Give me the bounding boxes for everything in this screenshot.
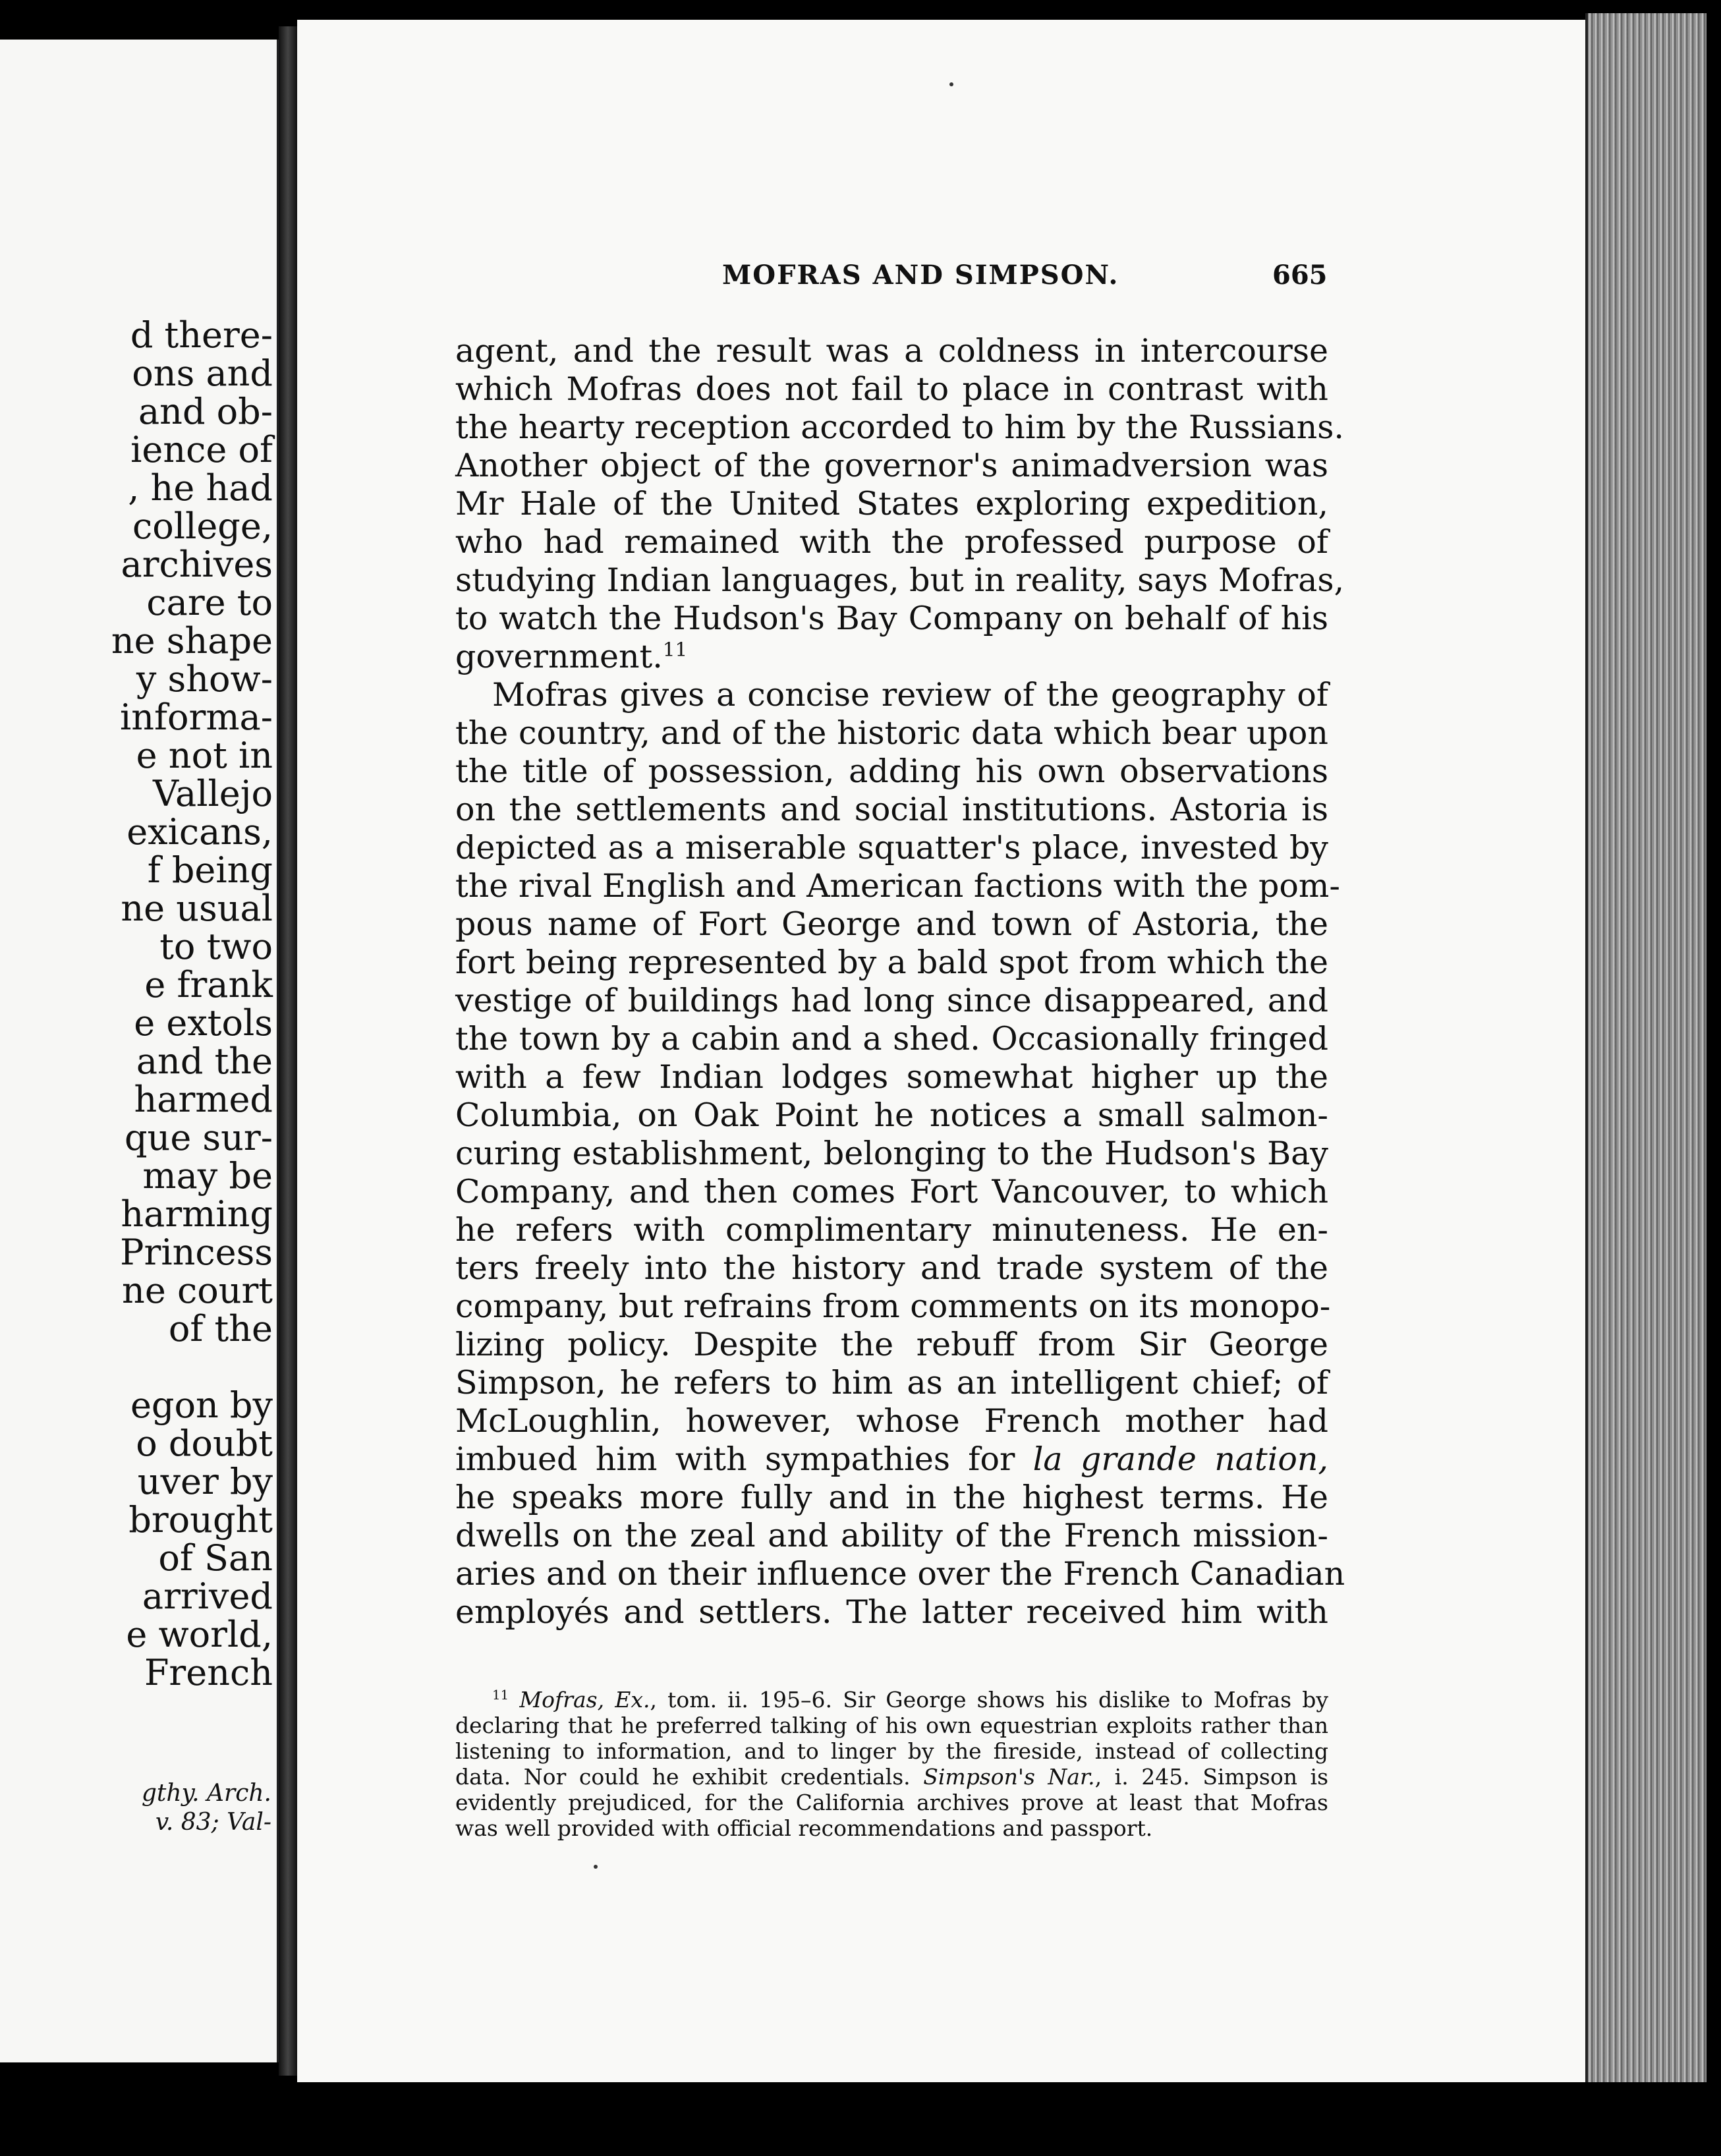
left-page-line: ne court xyxy=(122,1270,273,1311)
footnote-text: , tom. ii. 195–6. Sir George shows his dislike to Mofras by xyxy=(650,1687,1328,1713)
left-page-line xyxy=(0,1348,273,1386)
body-line: lizing policy. Despite the rebuff from Sir George xyxy=(455,1326,1328,1363)
body-line: curing establishment, belonging to the Hudson's Bay xyxy=(455,1135,1328,1172)
page-number: 665 xyxy=(1272,260,1328,291)
page-edges xyxy=(1585,13,1707,2082)
left-page-line: e not in xyxy=(136,735,273,776)
left-page-line: , he had xyxy=(128,467,273,509)
left-page-note-line: v. 83; Val- xyxy=(155,1809,271,1836)
body-line: Mr Hale of the United States exploring expedition, xyxy=(455,485,1328,523)
left-page-line: egon by xyxy=(130,1384,273,1426)
body-line: agent, and the result was a coldness in intercourse xyxy=(455,332,1328,370)
body-line: to watch the Hudson's Bay Company on behalf of his xyxy=(455,600,1328,637)
body-line: he speaks more fully and in the highest terms. He xyxy=(455,1479,1328,1516)
left-page-line: e frank xyxy=(144,964,273,1006)
left-page-line: of San xyxy=(158,1537,273,1579)
body-line: Columbia, on Oak Point he notices a small salmon- xyxy=(455,1096,1328,1134)
footnote-line xyxy=(455,1764,1328,1790)
left-page-line: ne usual xyxy=(121,888,273,929)
footnote-text: , i. 245. Simpson is xyxy=(1094,1764,1329,1790)
left-page-line: brought xyxy=(128,1499,273,1541)
left-page-line: Princess xyxy=(120,1232,273,1273)
footnote-line: was well provided with official recommendations and passport. xyxy=(455,1815,1153,1841)
left-page-line: informa- xyxy=(119,696,273,738)
body-line: Mofras gives a concise review of the geography of xyxy=(492,676,1328,714)
left-page-line: French xyxy=(144,1652,273,1693)
body-line: Another object of the governor's animadversion was xyxy=(455,447,1328,484)
footnote-line xyxy=(455,1687,1328,1713)
body-line: pous name of Fort George and town of Astoria, the xyxy=(455,905,1328,943)
left-page-note-line: gthy. Arch. xyxy=(141,1780,271,1807)
body-line: fort being represented by a bald spot from which the xyxy=(455,944,1328,981)
left-page-line: and ob- xyxy=(138,391,273,432)
left-page-line: e world, xyxy=(126,1614,273,1655)
running-head xyxy=(297,260,1585,299)
body-line xyxy=(455,638,1328,676)
left-page-line: of the xyxy=(168,1308,273,1349)
left-page-line: harming xyxy=(121,1193,273,1235)
left-page-line: to two xyxy=(159,926,273,967)
left-page-line: arrived xyxy=(142,1575,273,1617)
body-line: the hearty reception accorded to him by the Russians. xyxy=(455,409,1344,446)
body-line: on the settlements and social institutions. Astoria is xyxy=(455,791,1328,828)
left-page-line: e extols xyxy=(134,1002,273,1044)
left-page-line: uver by xyxy=(137,1461,273,1502)
footnote-line: listening to information, and to linger by the fireside, instead of collecting xyxy=(455,1738,1328,1764)
citation: Mofras, Ex. xyxy=(519,1687,650,1713)
left-page-line: ne shape xyxy=(111,620,273,662)
left-page-line: y show- xyxy=(136,658,273,700)
body-line: aries and on their influence over the French Canadian xyxy=(455,1555,1345,1593)
left-page-line: care to xyxy=(146,582,273,623)
book-spine-gutter xyxy=(279,26,297,2076)
body-line-text: government. xyxy=(455,638,663,675)
body-line: Simpson, he refers to him as an intelligent chief; of xyxy=(455,1364,1328,1402)
body-line: he refers with complimentary minuteness. He en- xyxy=(455,1211,1328,1249)
body-line: the title of possession, adding his own observations xyxy=(455,752,1328,790)
left-page-fragment xyxy=(0,40,279,2062)
left-page-line: f being xyxy=(147,849,273,891)
left-page-line: college, xyxy=(132,505,273,547)
footnote-line: declaring that he preferred talking of his own equestrian exploits rather than xyxy=(455,1713,1328,1738)
body-text xyxy=(455,332,1345,1631)
body-line: with a few Indian lodges somewhat higher up the xyxy=(455,1058,1328,1096)
body-line: company, but refrains from comments on its monopo- xyxy=(455,1288,1331,1325)
body-line: vestige of buildings had long since disappeared, and xyxy=(455,982,1328,1019)
body-line: the town by a cabin and a shed. Occasionally fringed xyxy=(455,1020,1328,1058)
body-line xyxy=(455,1440,1328,1479)
speck xyxy=(949,82,953,86)
body-line: which Mofras does not fail to place in contrast with xyxy=(455,370,1328,408)
footnote-text: data. Nor could he exhibit credentials. xyxy=(455,1764,924,1790)
left-page-line: harmed xyxy=(134,1079,273,1120)
running-head-title: MOFRAS AND SIMPSON. xyxy=(722,260,1119,291)
body-line: Company, and then comes Fort Vancouver, to which xyxy=(455,1173,1328,1210)
body-line: studying Indian languages, but in reality, says Mofras, xyxy=(455,561,1345,599)
footnote-line: evidently prejudiced, for the California archives prove at least that Mofras xyxy=(455,1790,1328,1815)
body-line: employés and settlers. The latter received him with xyxy=(455,1593,1328,1631)
footnotes xyxy=(455,1687,1328,1841)
body-line: dwells on the zeal and ability of the French mission- xyxy=(455,1517,1328,1554)
left-page-line: d there- xyxy=(130,314,273,356)
left-page-line: ience of xyxy=(130,429,273,470)
body-line-text: imbued him with sympathies for xyxy=(455,1440,1033,1478)
body-line: McLoughlin, however, whose French mother had xyxy=(455,1402,1328,1440)
left-page-text xyxy=(0,316,273,1692)
left-page-line: o doubt xyxy=(136,1423,273,1464)
citation: Simpson's Nar. xyxy=(923,1764,1095,1790)
footnote-reference: 11 xyxy=(662,638,688,661)
left-page-line: and the xyxy=(136,1040,273,1082)
body-line: ters freely into the history and trade system of the xyxy=(455,1249,1328,1287)
body-line: the rival English and American factions with the pom- xyxy=(455,867,1340,905)
left-page-line: archives xyxy=(121,544,273,585)
left-page-line: may be xyxy=(142,1155,273,1197)
left-page-line: Vallejo xyxy=(153,773,273,814)
italic-phrase: la grande nation, xyxy=(1032,1440,1328,1478)
left-page-line: ons and xyxy=(132,353,273,394)
body-line: who had remained with the professed purpose of xyxy=(455,523,1328,561)
right-page xyxy=(297,20,1585,2082)
speck xyxy=(594,1865,598,1869)
left-page-line: exicans, xyxy=(127,811,273,853)
body-line: the country, and of the historic data which bear upon xyxy=(455,714,1328,752)
body-line: depicted as a miserable squatter's place, invested by xyxy=(455,829,1328,866)
left-page-notes xyxy=(0,1779,271,1837)
left-page-line: que sur- xyxy=(124,1117,273,1158)
footnote-marker: 11 xyxy=(492,1688,509,1703)
